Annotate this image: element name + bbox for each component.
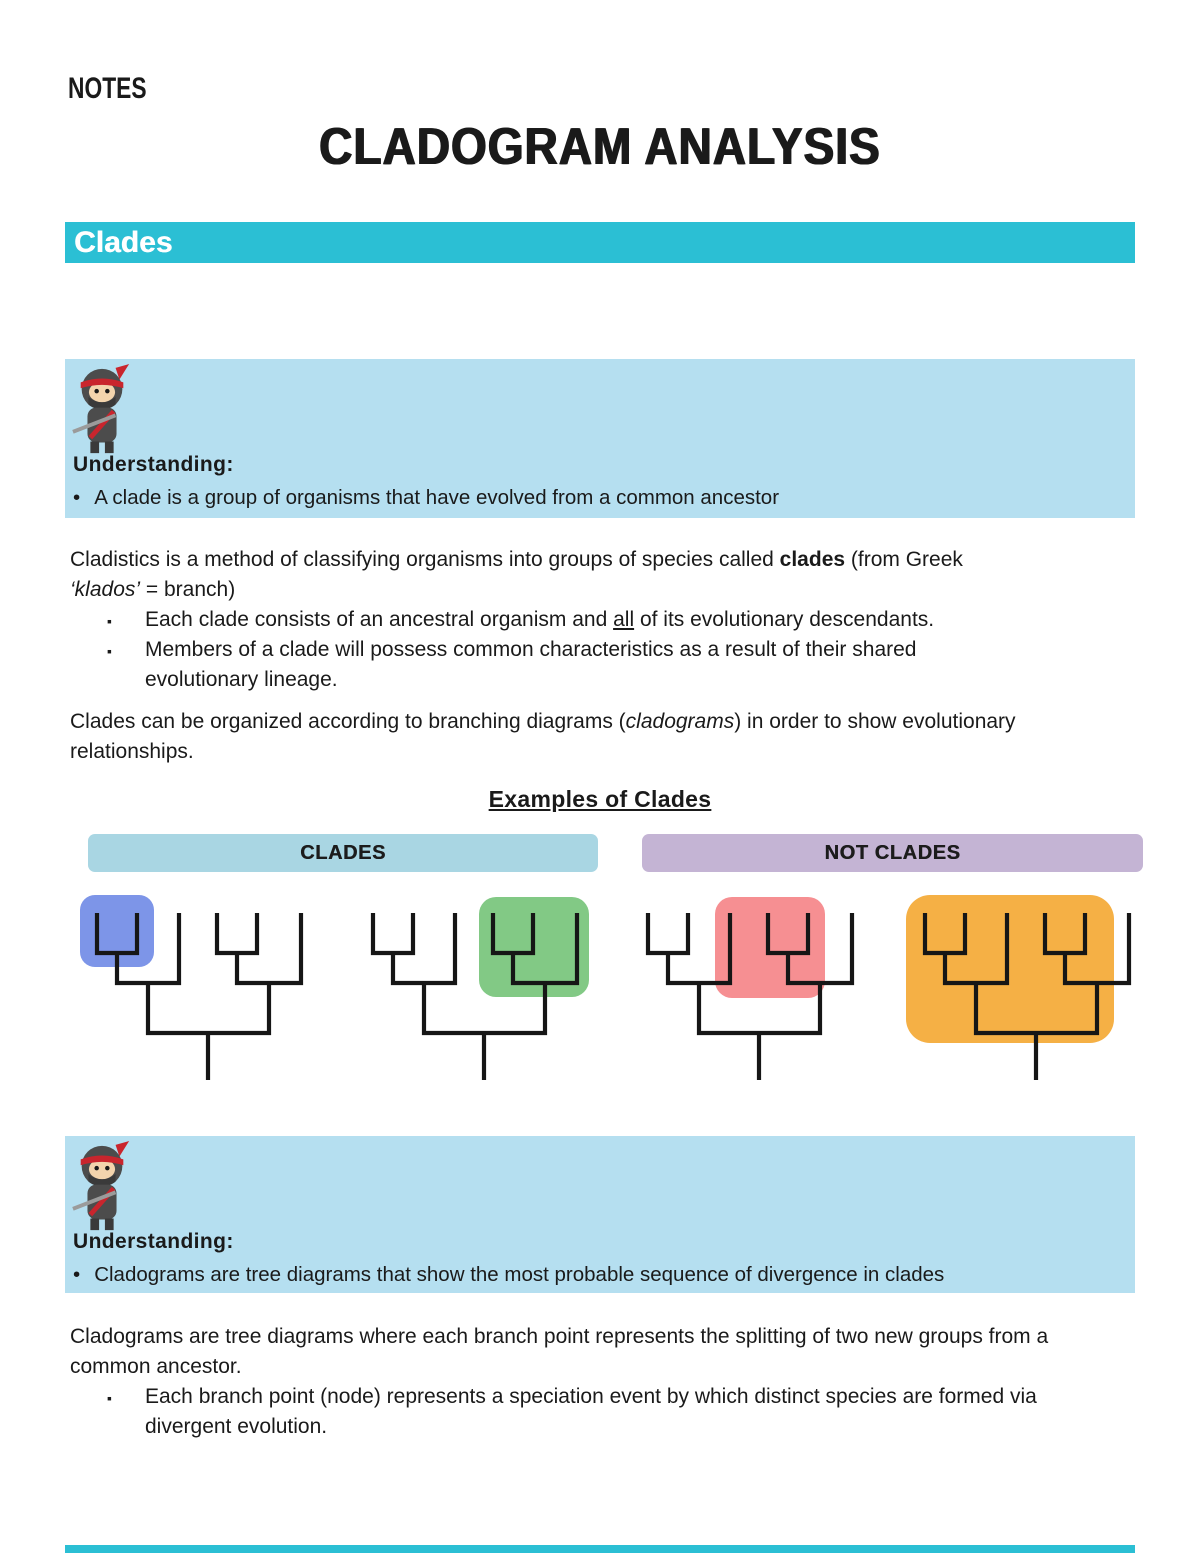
not-clades-header-label: NOT CLADES <box>824 842 961 864</box>
text-run: (from Greek <box>845 548 963 571</box>
list-item <box>70 1382 1075 1442</box>
text-run-italic: ‘klados’ <box>70 578 141 601</box>
organized-paragraph <box>70 707 1020 767</box>
understanding-box-2 <box>65 1136 1135 1293</box>
section-banner-label: Clades <box>74 226 173 259</box>
not-clades-header-bar <box>642 834 1143 872</box>
bullet-marker: • <box>73 1263 81 1286</box>
highlight-orange <box>906 895 1114 1043</box>
cladogram-not-clade-red <box>638 908 868 1088</box>
examples-heading: Examples of Clades <box>488 786 712 812</box>
understanding-bullet <box>73 486 779 510</box>
page-title: CLADOGRAM ANALYSIS <box>319 117 881 176</box>
list-item <box>70 605 1020 635</box>
notes-label: NOTES <box>68 72 147 105</box>
cladogram-clade-green <box>363 908 593 1088</box>
bullet-marker: • <box>73 486 81 509</box>
bullet-marker: ▪ <box>107 1390 112 1406</box>
ninja-icon <box>71 362 133 459</box>
ninja-icon <box>71 1139 133 1236</box>
bullet-marker: ▪ <box>107 643 112 659</box>
list-item-text: Each branch point (node) represents a speciation event by which distinct species are formed via divergent evolution. <box>145 1385 1037 1438</box>
clades-header-label: CLADES <box>300 842 386 864</box>
section-banner-clades <box>65 222 1135 263</box>
cladogram-clade-blue <box>87 908 317 1088</box>
cladistics-intro <box>70 545 1020 605</box>
text-run: Each clade consists of an ancestral organism and <box>145 608 614 631</box>
list-item-text: Members of a clade will possess common characteristics as a result of their shared evolutionary lineage. <box>145 638 917 691</box>
next-section-banner-edge <box>65 1545 1135 1553</box>
text-run: Cladistics is a method of classifying organisms into groups of species called <box>70 548 780 571</box>
text-run: = branch) <box>140 578 236 601</box>
text-paragraph: Cladograms are tree diagrams where each branch point represents the splitting of two new groups from a common ancestor. <box>70 1325 1049 1378</box>
understanding-heading: Understanding: <box>73 1230 234 1253</box>
text-run-italic: cladograms <box>625 710 735 733</box>
cladograms-paragraph <box>70 1322 1075 1442</box>
understanding-bullet-text: A clade is a group of organisms that have evolved from a common ancestor <box>94 486 780 509</box>
text-run: of its evolutionary descendants. <box>634 608 935 631</box>
list-item-text <box>145 608 934 631</box>
text-run: Clades can be organized according to branching diagrams ( <box>70 710 626 733</box>
understanding-box-1 <box>65 359 1135 518</box>
understanding-heading: Understanding: <box>73 453 234 476</box>
text-run: ) in order to show evolutionary relationships. <box>70 710 1016 763</box>
text-run-underline: all <box>613 608 635 631</box>
cladistics-paragraph <box>70 545 1020 695</box>
understanding-bullet <box>73 1263 944 1287</box>
bullet-marker: ▪ <box>107 613 112 629</box>
text-paragraph <box>70 707 1020 767</box>
cladogram-not-clade-orange <box>915 908 1145 1088</box>
text-run-bold: clades <box>779 548 846 571</box>
list-item <box>70 635 1020 695</box>
understanding-bullet-text: Cladograms are tree diagrams that show the most probable sequence of divergence in clades <box>94 1263 945 1286</box>
clades-header-bar <box>88 834 598 872</box>
